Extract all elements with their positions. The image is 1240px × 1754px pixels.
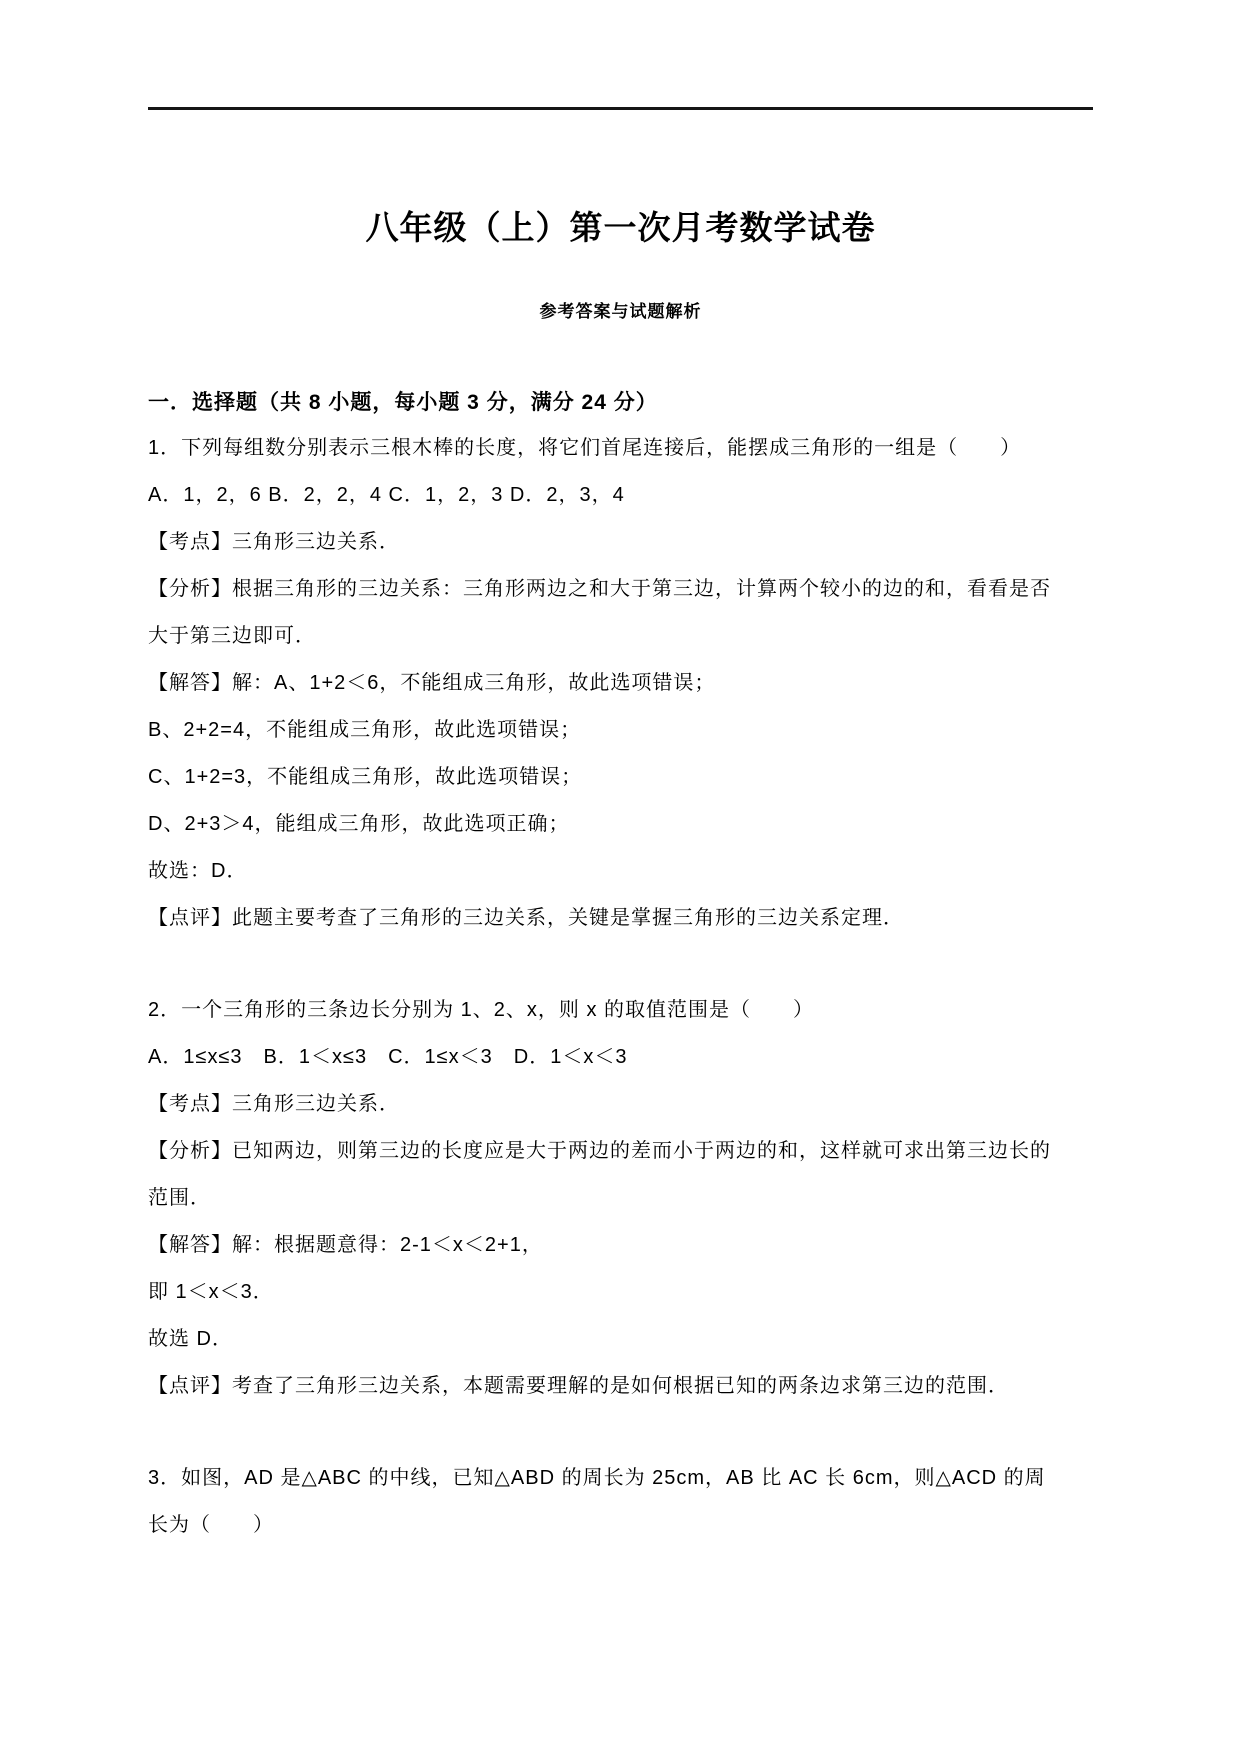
top-rule-divider	[148, 107, 1093, 110]
q1-step-c: C、1+2=3，不能组成三角形，故此选项错误；	[148, 766, 583, 788]
question-gap	[148, 1410, 1093, 1455]
section-heading: 一．选择题（共 8 小题，每小题 3 分，满分 24 分）	[148, 391, 658, 414]
document-subtitle: 参考答案与试题解析	[539, 302, 702, 321]
page-content	[148, 107, 1093, 1549]
q1-jieda: 【解答】解：A、1+2＜6，不能组成三角形，故此选项错误；	[148, 672, 716, 694]
q2-stem: 2．一个三角形的三条边长分别为 1、2、x，则 x 的取值范围是（ ）	[148, 999, 815, 1021]
q2-options: A．1≤x≤3 B．1＜x≤3 C．1≤x＜3 D．1＜x＜3	[148, 1046, 628, 1068]
document-title: 八年级（上）第一次月考数学试卷	[365, 209, 876, 246]
q1-fenxi-line2: 大于第三边即可．	[148, 625, 316, 647]
q1-dianping: 【点评】此题主要考查了三角形的三边关系，关键是掌握三角形的三边关系定理．	[148, 907, 904, 929]
q2-step-1: 即 1＜x＜3．	[148, 1281, 274, 1303]
q2-kaodian: 【考点】三角形三边关系．	[148, 1093, 400, 1115]
q1-options: A．1，2，6 B．2，2，4 C．1，2，3 D．2，3，4	[148, 484, 625, 506]
q2-jieda: 【解答】解：根据题意得：2-1＜x＜2+1，	[148, 1234, 543, 1256]
q3-stem-line1: 3．如图，AD 是△ABC 的中线，已知△ABD 的周长为 25cm，AB 比 AC 长 6cm，则△ACD 的周	[148, 1467, 1046, 1489]
q1-kaodian: 【考点】三角形三边关系．	[148, 531, 400, 553]
q2-dianping: 【点评】考查了三角形三边关系，本题需要理解的是如何根据已知的两条边求第三边的范围．	[148, 1375, 1009, 1397]
q1-conclusion: 故选：D．	[148, 860, 248, 882]
q2-conclusion: 故选 D．	[148, 1328, 233, 1350]
q1-stem: 1．下列每组数分别表示三根木棒的长度，将它们首尾连接后，能摆成三角形的一组是（ ）	[148, 437, 1022, 459]
document-body	[148, 425, 1093, 1549]
q2-fenxi-line1: 【分析】已知两边，则第三边的长度应是大于两边的差而小于两边的和，这样就可求出第三边长的	[148, 1140, 1051, 1162]
q1-fenxi-line1: 【分析】根据三角形的三边关系：三角形两边之和大于第三边，计算两个较小的边的和，看看是否	[148, 578, 1051, 600]
q1-step-d: D、2+3＞4，能组成三角形，故此选项正确；	[148, 813, 570, 835]
q3-stem-line2: 长为（ ）	[148, 1514, 274, 1536]
q1-step-b: B、2+2=4，不能组成三角形，故此选项错误；	[148, 719, 582, 741]
q2-fenxi-line2: 范围．	[148, 1187, 211, 1209]
question-gap	[148, 942, 1093, 987]
